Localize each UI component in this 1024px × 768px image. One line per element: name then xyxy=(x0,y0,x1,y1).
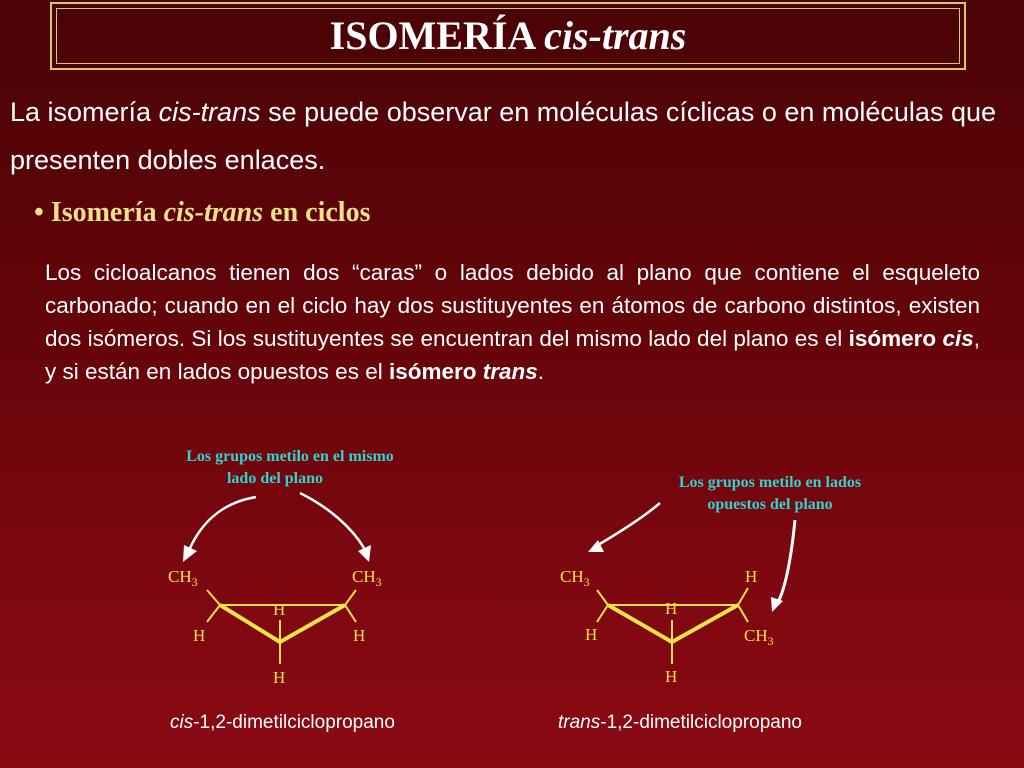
paragraph-part3: . xyxy=(537,359,545,384)
paragraph-part2: , y si están en lados opuestos es el xyxy=(45,326,981,384)
bold-isomero-trans: isómero xyxy=(388,359,483,384)
cis-h-top: H xyxy=(273,600,286,619)
cis-left-arrow xyxy=(190,497,256,548)
trans-h-left: H xyxy=(585,625,598,644)
bold-italic-cis: cis xyxy=(942,326,974,351)
intro-part2: se puede observar en moléculas cíclicas o en moléculas que presenten dobles enlaces. xyxy=(10,97,997,175)
trans-note-line1: Los grupos metilo en lados xyxy=(678,474,862,491)
cis-bond-h-left xyxy=(207,605,220,622)
trans-caption-prefix: trans xyxy=(558,712,601,733)
title-main: ISOMERÍA xyxy=(329,13,545,58)
cis-h-bottom: H xyxy=(273,668,286,687)
trans-wedge-right xyxy=(672,605,738,642)
cis-ch3-left: $CH_3$ xyxy=(168,567,198,589)
trans-bond-ch3-right xyxy=(738,605,748,622)
cis-h-right: H xyxy=(353,626,366,645)
trans-bond-h-left xyxy=(597,605,608,622)
bold-italic-trans: trans xyxy=(482,359,538,384)
cis-bond-ch3-right xyxy=(345,590,356,605)
trans-h-top: H xyxy=(665,599,678,618)
cis-right-arrow xyxy=(300,493,364,548)
heading-part2: en ciclos xyxy=(263,197,371,228)
cis-h-left: H xyxy=(193,626,206,645)
cis-bond-ch3-left xyxy=(207,590,220,605)
trans-wedge-left xyxy=(608,605,672,642)
heading-italic: cis-trans xyxy=(163,197,264,228)
trans-bond-h-right xyxy=(738,588,748,605)
trans-h-right-top: H xyxy=(745,567,758,586)
intro-italic: cis-trans xyxy=(158,97,261,127)
trans-note-line2: opuestos del plano xyxy=(707,496,833,513)
trans-right-arrowhead xyxy=(771,597,783,612)
trans-caption xyxy=(558,712,802,734)
trans-ch3-left: $CH_3$ xyxy=(560,567,590,589)
cis-ch3-right: $CH_3$ xyxy=(352,567,382,589)
cis-caption-prefix: cis xyxy=(170,712,194,733)
cis-bond-h-right xyxy=(345,605,356,622)
trans-left-arrow xyxy=(598,503,660,545)
cis-caption xyxy=(170,712,395,734)
bullet-icon: • xyxy=(34,197,44,228)
bold-isomero-cis: isómero xyxy=(848,326,943,351)
cis-caption-rest: -1,2-dimetilciclopropano xyxy=(193,712,395,733)
title-italic: cis-trans xyxy=(544,13,687,58)
intro-part1: La isomería xyxy=(10,97,159,127)
trans-bond-ch3 xyxy=(597,590,608,605)
cis-note-line2: lado del plano xyxy=(226,470,324,487)
paragraph-part1: Los cicloalcanos tienen dos “caras” o lados debido al plano que contiene el esqueleto carbonado; cuando en el ciclo hay dos sustituyentes en átomos de carbono distintos, existen dos isómeros. Si los sustituyentes se encuentran del mismo lado del plano es el xyxy=(45,260,980,351)
trans-ch3-right: $CH_3$ xyxy=(744,626,774,648)
cis-wedge-left xyxy=(220,605,280,642)
cis-note-line1: Los grupos metilo en el mismo xyxy=(186,448,394,465)
trans-right-arrow xyxy=(777,520,795,604)
heading-part1: Isomería xyxy=(50,197,164,228)
trans-h-bottom: H xyxy=(665,667,678,686)
trans-caption-rest: -1,2-dimetilciclopropano xyxy=(600,712,802,733)
cis-wedge-right xyxy=(280,605,345,642)
